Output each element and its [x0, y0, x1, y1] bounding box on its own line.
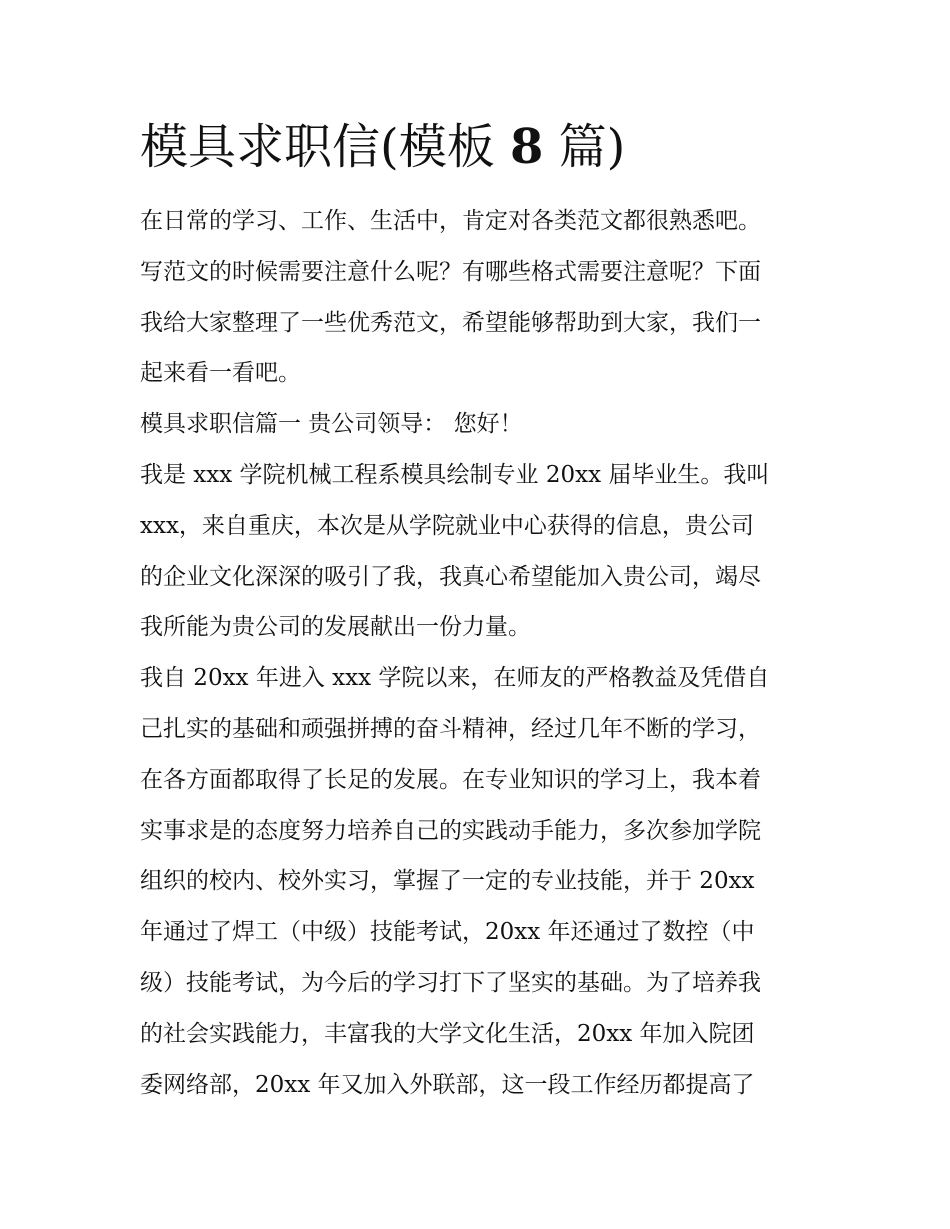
text-line: 我是 xxx 学院机械工程系模具绘制专业 20xx 届毕业生。我叫	[140, 461, 770, 488]
text-line: 的社会实践能力，丰富我的大学文化生活，20xx 年加入院团	[140, 1020, 755, 1047]
text-line: 模具求职信篇一 贵公司领导： 您好！	[140, 411, 523, 438]
text-line: 我所能为贵公司的发展献出一份力量。	[140, 614, 531, 641]
text-line: 级）技能考试，为今后的学习打下了坚实的基础。为了培养我	[140, 969, 761, 996]
text-line: 委网络部，20xx 年又加入外联部，这一段工作经历都提高了	[140, 1071, 755, 1098]
title-text-main: 模具求职信(模板	[140, 119, 495, 175]
text-line: 我自 20xx 年进入 xxx 学院以来，在师友的严格教益及凭借自	[140, 665, 770, 692]
title-number: 8	[510, 119, 544, 175]
text-line: 在各方面都取得了长足的发展。在专业知识的学习上，我本着	[140, 766, 761, 793]
text-line: 己扎实的基础和顽强拼搏的奋斗精神，经过几年不断的学习，	[140, 715, 761, 742]
text-line: 写范文的时候需要注意什么呢？有哪些格式需要注意呢？下面	[140, 258, 761, 285]
text-line: 的企业文化深深的吸引了我，我真心希望能加入贵公司，竭尽	[140, 563, 761, 590]
text-line: 组织的校内、校外实习，掌握了一定的专业技能，并于 20xx	[140, 868, 755, 895]
title-text-end: 篇)	[558, 119, 626, 175]
document-title	[140, 112, 625, 182]
text-line: xxx，来自重庆，本次是从学院就业中心获得的信息，贵公司	[140, 512, 754, 539]
text-line: 年通过了焊工（中级）技能考试，20xx 年还通过了数控（中	[140, 919, 755, 946]
text-line: 我给大家整理了一些优秀范文，希望能够帮助到大家，我们一	[140, 309, 761, 336]
text-line: 在日常的学习、工作、生活中，肯定对各类范文都很熟悉吧。	[140, 208, 761, 234]
text-line: 起来看一看吧。	[140, 360, 301, 387]
text-line: 实事求是的态度努力培养自己的实践动手能力，多次参加学院	[140, 817, 761, 844]
document-body	[140, 196, 820, 1110]
